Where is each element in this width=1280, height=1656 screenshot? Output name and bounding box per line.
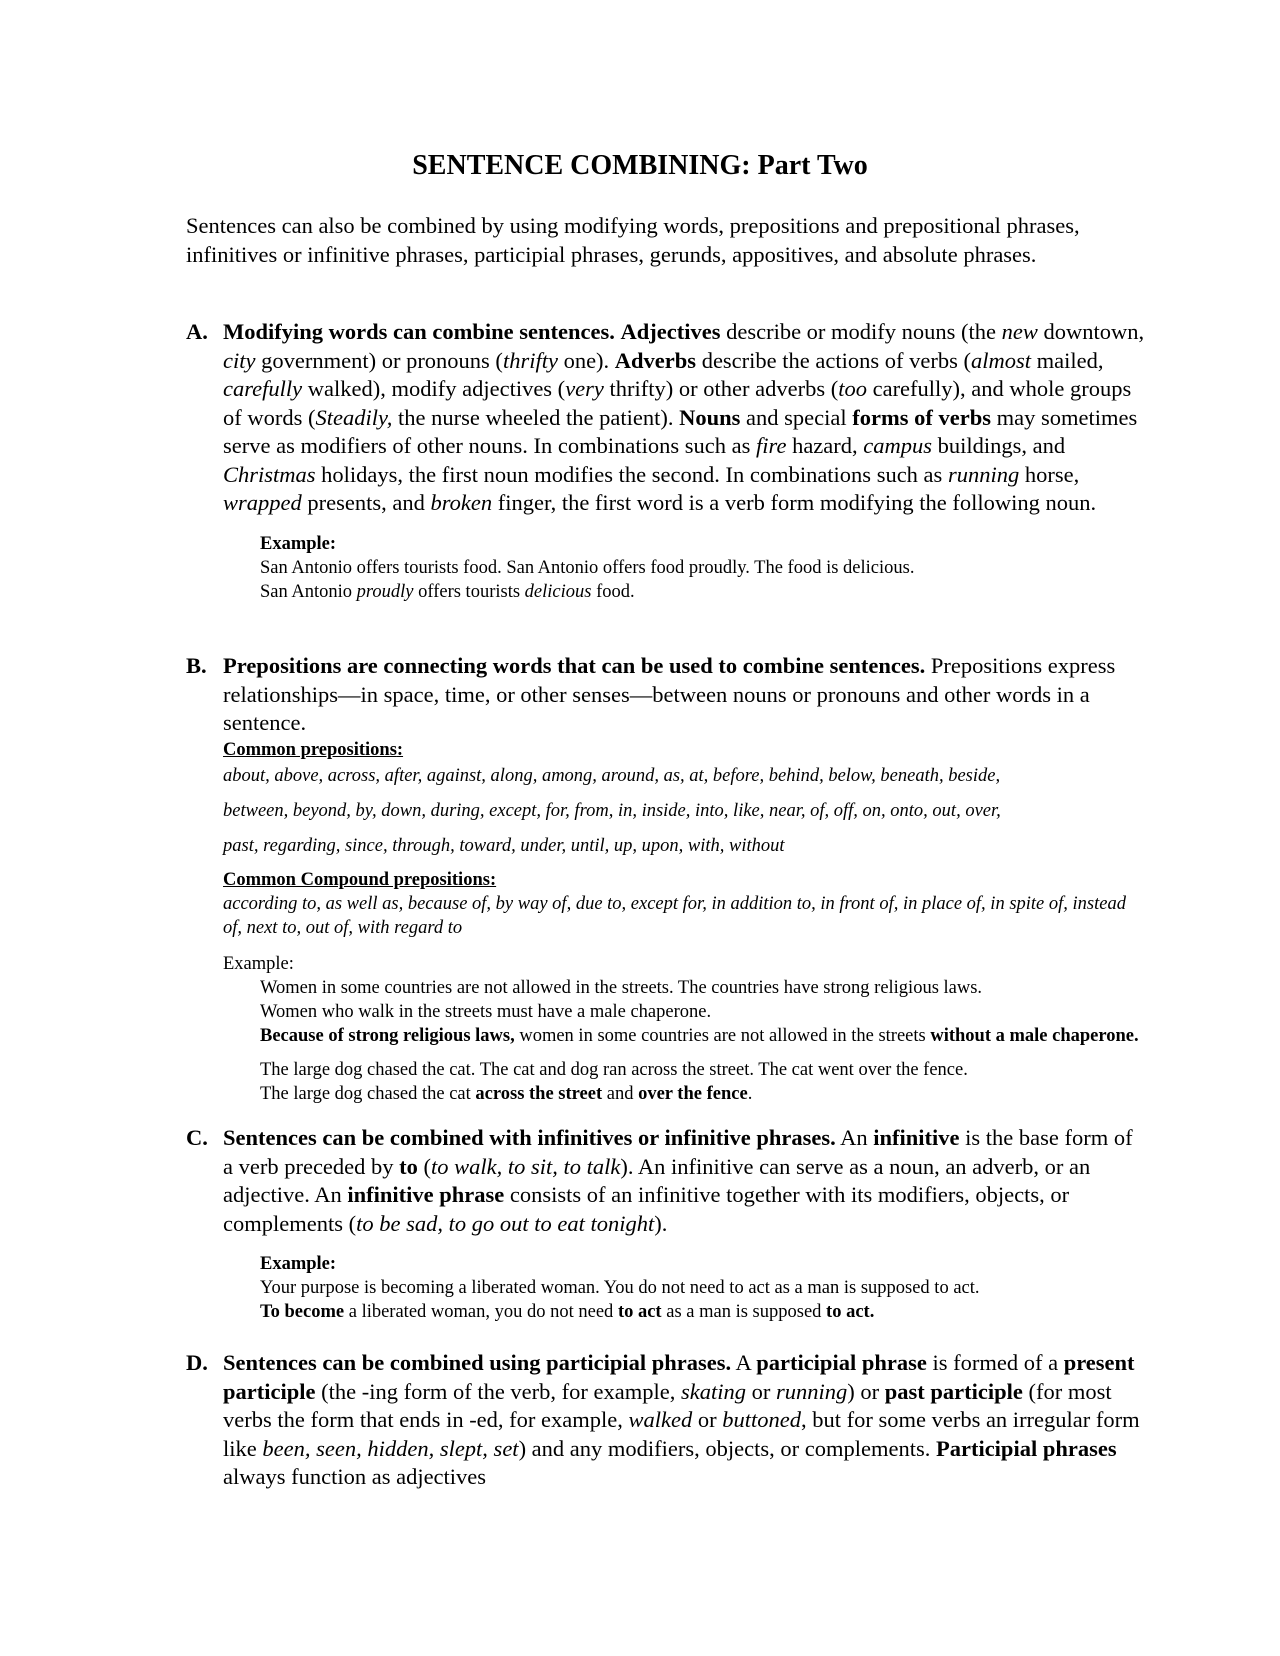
section-b-letter: B. [186,653,207,678]
text-run: San Antonio [260,581,357,602]
example-label: Example: [260,1254,337,1274]
common-prepositions-list-line: about, above, across, after, against, along, among, around, as, at, before, behind, below, beneath, beside, [223,765,1001,786]
text-run: describe the actions of verbs ( [696,347,971,373]
bold-text: Modifying words can combine sentences. [223,319,615,344]
section-b-example [260,976,1146,1106]
text-run: . [747,1083,753,1104]
text-run: food. [591,581,635,602]
page-title: SENTENCE COMBINING: Part Two [412,150,868,181]
italic-text: Christmas [223,461,316,487]
compound-prepositions-list: according to, as well as, because of, by way of, due to, except for, in addition to, in front of, in place of, in spite of, instead of, next to, out of, with regard to [223,893,1126,938]
text-run: downtown, [1037,319,1145,344]
bold-text: infinitive [873,1125,960,1150]
italic-text: to be sad, to go out to eat tonight [356,1210,655,1236]
italic-text: broken [430,490,493,515]
text-run: ( [417,1153,432,1179]
example-line: Women in some countries are not allowed in the streets. The countries have strong religious laws. [260,977,983,998]
text-run: or [745,1378,776,1404]
text-run: ). An infinitive can serve as a noun, an adverb, or an adjective. An [223,1153,1091,1207]
bold-text: Nouns [679,404,741,430]
text-run: ) and any modifiers, objects, or complements. [518,1435,936,1461]
bold-text: To become [260,1302,345,1322]
text-run: hazard, [786,433,864,458]
text-run: , but for some verbs an irregular form like [223,1407,1140,1461]
text-run: and [602,1083,639,1104]
bold-text: Because of strong religious laws, [260,1025,515,1046]
section-d [186,1349,1146,1492]
text-run: carefully), and whole groups of words ( [223,376,1132,430]
italic-text: skating [680,1378,746,1404]
section-c [186,1124,1146,1324]
italic-text: city [223,347,256,373]
italic-text: carefully [223,376,303,401]
example-line [260,1082,1146,1106]
common-prepositions-list-line: between, beyond, by, down, during, except, for, from, in, inside, into, like, near, of, off, on, onto, out, over, [223,800,1001,821]
bold-text: Adverbs [614,347,697,373]
text-run: An [835,1125,874,1150]
bold-text: to [399,1153,418,1179]
section-c-letter: C. [186,1125,208,1150]
example-line: San Antonio offers tourists food. San Antonio offers food proudly. The food is delicious. [260,557,915,578]
italic-text: delicious [524,581,592,602]
text-run: is formed of a [926,1350,1064,1375]
section-d-head [186,1349,1146,1492]
text-run: offers tourists [413,581,525,602]
example-line [260,580,1146,604]
section-a [186,318,1146,604]
text-run: describe or modify nouns (the [720,319,1002,344]
italic-text: running [775,1378,848,1404]
text-run: finger, the first word is a verb form modifying the following noun. [492,490,1097,515]
section-c-head [186,1124,1146,1238]
section-d-letter: D. [186,1350,208,1375]
text-run: A [731,1350,757,1375]
bold-text: Sentences can be combined with infinitives or infinitive phrases. [223,1125,836,1150]
italic-text: thrifty [502,347,558,373]
example-line: Women who walk in the streets must have a male chaperone. [260,1001,712,1022]
text-run: horse, [1019,461,1080,487]
bold-text: Adjectives [620,319,721,344]
section-a-letter: A. [186,319,208,344]
text-run: buildings, and [932,433,1066,458]
intro-paragraph: Sentences can also be combined by using modifying words, prepositions and prepositional phrases, infinitives or infinitive phrases, participial phrases, gerunds, appositives, and absolute phrases. [186,213,1080,267]
text-run: The large dog chased the cat [260,1083,476,1104]
text-run: always function as adjectives [223,1464,487,1489]
bold-text: without a male chaperone. [930,1025,1139,1046]
italic-text: new [1001,319,1038,344]
bold-text: infinitive phrase [347,1182,505,1207]
text-run: thrifty) or other adverbs ( [603,376,839,401]
text-run: Prepositions express relationships—in space, time, or other senses—between nouns or pronouns and other words in a sentence. [223,653,1116,735]
text-run: (for most verbs the form that ends in -ed, for example, [223,1378,1112,1432]
text-run: may sometimes serve as modifiers of other nouns. In combinations such as [223,404,1138,458]
bold-text: Prepositions are connecting words that can be used to combine sentences. [223,653,926,678]
italic-text: proudly [356,581,414,602]
italic-text: been, seen, hidden, slept, set [262,1435,519,1461]
italic-text: Steadily, [315,404,393,430]
italic-text: campus [863,433,933,458]
text-run: and special [740,404,853,430]
italic-text: very [565,376,604,401]
compound-prepositions-label: Common Compound prepositions: [223,869,497,890]
text-run: a liberated woman, you do not need [344,1302,618,1322]
text-run: the nurse wheeled the patient). [392,404,680,430]
bold-text: over the fence [638,1083,748,1104]
text-run: ). [654,1210,668,1236]
example-label: Example: [260,533,337,554]
bold-text: to act. [826,1302,875,1322]
text-run: is the base form of a verb preceded by [223,1125,1133,1179]
bold-text: Participial phrases [935,1435,1117,1461]
bold-text: participial phrase [756,1350,927,1375]
section-a-paragraph [223,318,1146,518]
italic-text: too [838,376,867,401]
example-label: Example: [223,953,294,974]
italic-text: almost [970,347,1031,373]
example-line [260,1300,1146,1324]
bold-text: across the street [475,1083,603,1104]
section-a-head [186,318,1146,518]
section-a-example [260,532,1146,604]
example-line: Your purpose is becoming a liberated woman. You do not need to act as a man is supposed to act. [260,1278,980,1298]
italic-text: to walk, to sit, to talk [431,1153,621,1179]
bold-text: forms of verbs [852,404,991,430]
bold-text: past participle [884,1378,1023,1404]
section-c-paragraph [223,1124,1146,1238]
text-run: presents, and [301,490,431,515]
italic-text: buttoned [722,1407,801,1432]
example-line: The large dog chased the cat. The cat and dog ran across the street. The cat went over the fence. [260,1059,968,1080]
common-prepositions-list-line: past, regarding, since, through, toward, under, until, up, upon, with, without [223,835,785,856]
text-run: government) or pronouns ( [255,347,503,373]
text-run: mailed, [1030,347,1104,373]
italic-text: walked [628,1407,693,1432]
text-run: holidays, the first noun modifies the second. In combinations such as [315,461,948,487]
section-b-paragraph [223,652,1146,738]
text-run: one). [557,347,615,373]
prepositions-block [223,738,1146,1106]
text-run: (the -ing form of the verb, for example, [315,1378,681,1404]
section-d-paragraph [223,1349,1146,1492]
bold-text: to act [617,1302,662,1322]
text-run: or [692,1407,723,1432]
bold-text: Sentences can be combined using participial phrases. [223,1350,732,1375]
text-run: ) or [847,1378,885,1404]
common-prepositions-label: Common prepositions: [223,739,404,760]
example-line [260,1024,1146,1048]
italic-text: fire [756,433,787,458]
italic-text: wrapped [223,490,302,515]
text-run: as a man is supposed [661,1302,827,1322]
italic-text: running [947,461,1020,487]
section-c-example [260,1252,1146,1324]
text-run: consists of an infinitive together with its modifiers, objects, or complements ( [223,1182,1070,1236]
section-b [186,652,1146,1106]
bold-text: present participle [223,1350,1135,1404]
section-b-head [186,652,1146,738]
text-run: walked), modify adjectives ( [302,376,566,401]
text-run: women in some countries are not allowed in the streets [514,1025,931,1046]
